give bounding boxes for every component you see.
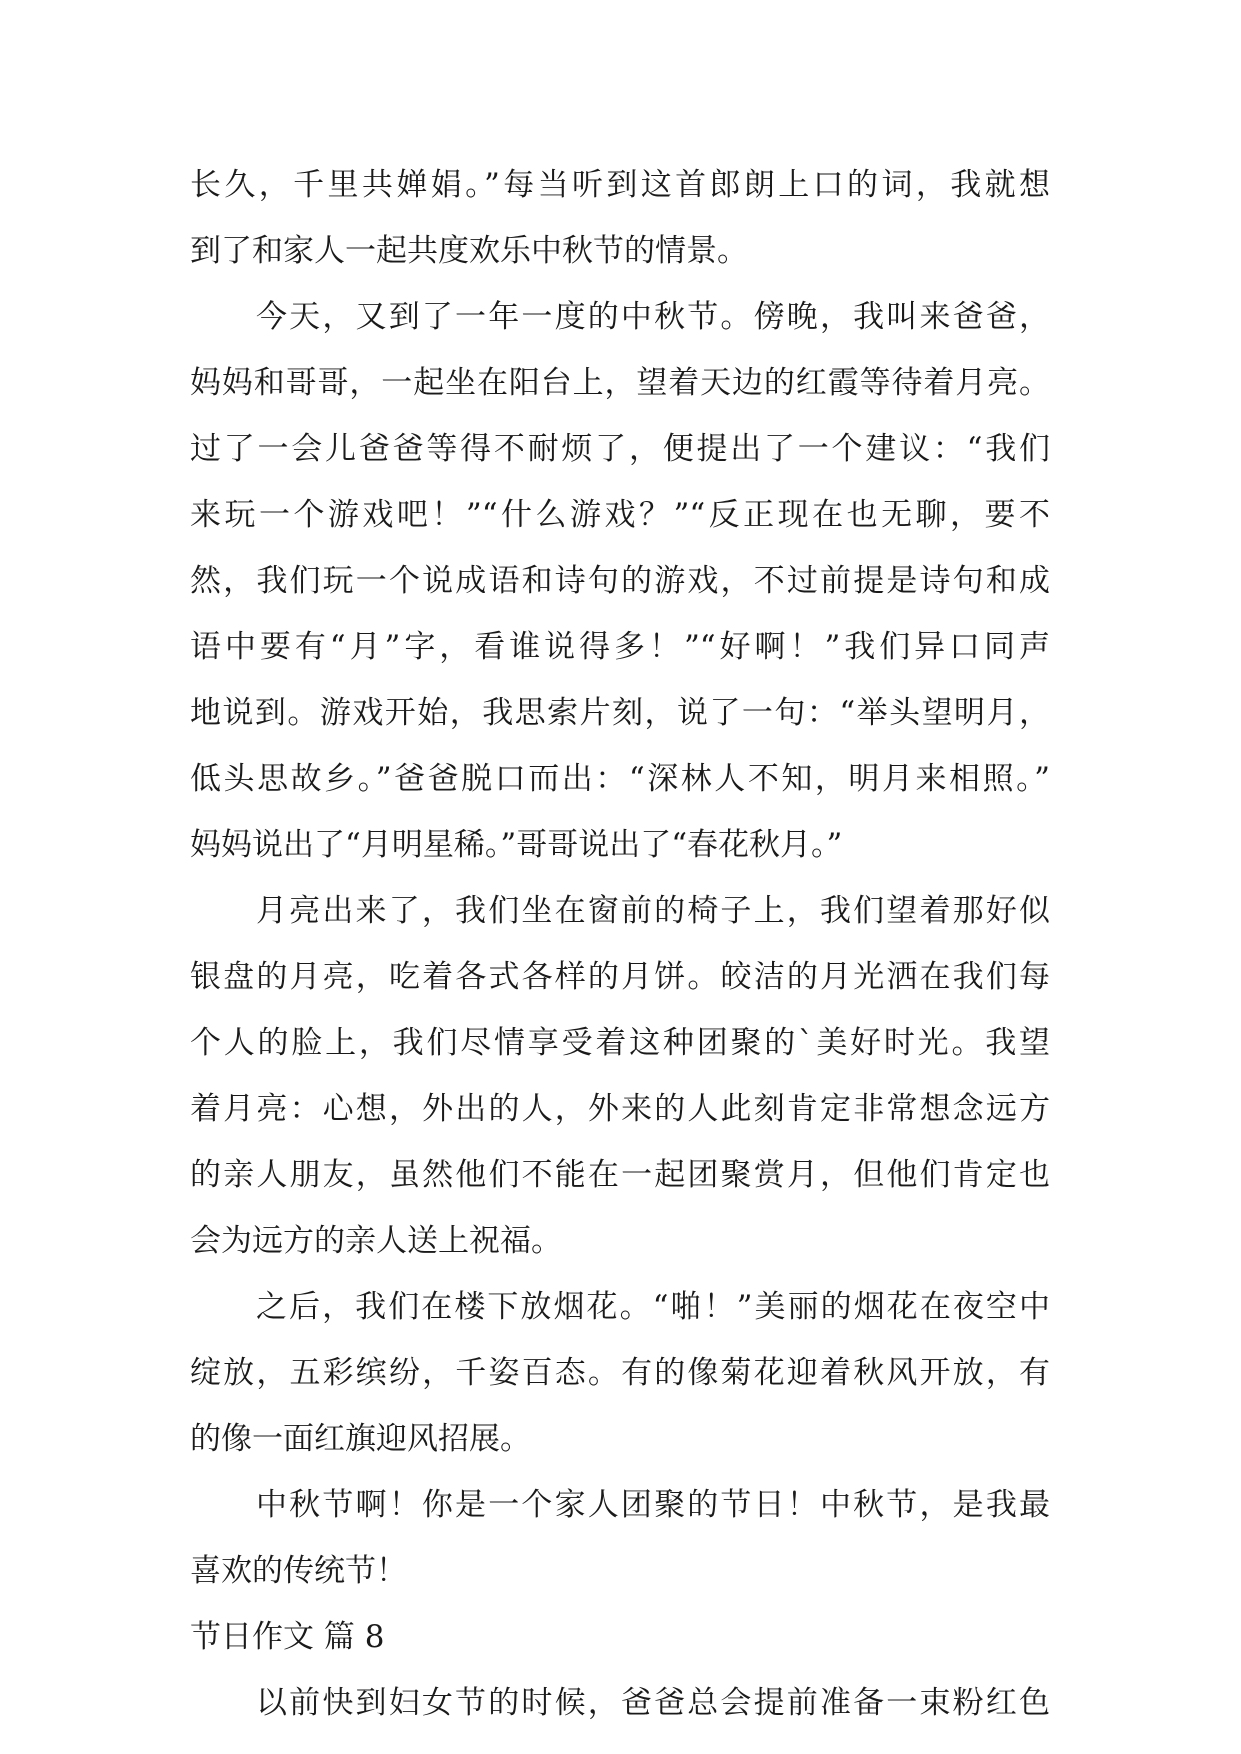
text-line: 地说到。游戏开始，我思索片刻，说了一句：“举头望明月， (190, 695, 1050, 731)
text-line: 的亲人朋友，虽然他们不能在一起团聚赏月，但他们肯定也 (190, 1157, 1050, 1193)
text-line: 到了和家人一起共度欢乐中秋节的情景。 (190, 233, 748, 269)
paragraph-start-line: 之后，我们在楼下放烟花。“啪！”美丽的烟花在夜空中 (256, 1289, 1050, 1325)
text-line: 的像一面红旗迎风招展。 (190, 1421, 531, 1457)
text-line: 语中要有“月”字，看谁说得多！”“好啊！”我们异口同声 (190, 629, 1050, 665)
text-line: 然，我们玩一个说成语和诗句的游戏，不过前提是诗句和成 (190, 563, 1050, 599)
text-line: 来玩一个游戏吧！”“什么游戏？”“反正现在也无聊，要不 (190, 497, 1050, 533)
paragraph-start-line: 以前快到妇女节的时候，爸爸总会提前准备一束粉红色 (256, 1685, 1050, 1721)
text-line: 银盘的月亮，吃着各式各样的月饼。皎洁的月光洒在我们每 (190, 959, 1050, 995)
text-line: 长久，千里共婵娟。”每当听到这首郎朗上口的词，我就想 (190, 167, 1050, 203)
text-line: 妈妈和哥哥，一起坐在阳台上，望着天边的红霞等待着月亮。 (190, 365, 1050, 401)
text-line: 低头思故乡。”爸爸脱口而出：“深林人不知，明月来相照。” (190, 761, 1050, 797)
paragraph-start-line: 月亮出来了，我们坐在窗前的椅子上，我们望着那好似 (256, 893, 1050, 929)
text-line: 妈妈说出了“月明星稀。”哥哥说出了“春花秋月。” (190, 827, 843, 863)
text-line: 过了一会儿爸爸等得不耐烦了，便提出了一个建议：“我们 (190, 431, 1050, 467)
paragraph-start-line: 今天，又到了一年一度的中秋节。傍晚，我叫来爸爸， (256, 299, 1050, 335)
section-heading: 节日作文 篇 8 (190, 1619, 385, 1655)
text-line: 个人的脸上，我们尽情享受着这种团聚的`美好时光。我望 (190, 1025, 1050, 1061)
text-line: 会为远方的亲人送上祝福。 (190, 1223, 562, 1259)
text-line: 着月亮：心想，外出的人，外来的人此刻肯定非常想念远方 (190, 1091, 1050, 1127)
text-line: 喜欢的传统节！ (190, 1553, 407, 1589)
text-line: 绽放，五彩缤纷，千姿百态。有的像菊花迎着秋风开放，有 (190, 1355, 1050, 1391)
paragraph-start-line: 中秋节啊！你是一个家人团聚的节日！中秋节，是我最 (256, 1487, 1050, 1523)
